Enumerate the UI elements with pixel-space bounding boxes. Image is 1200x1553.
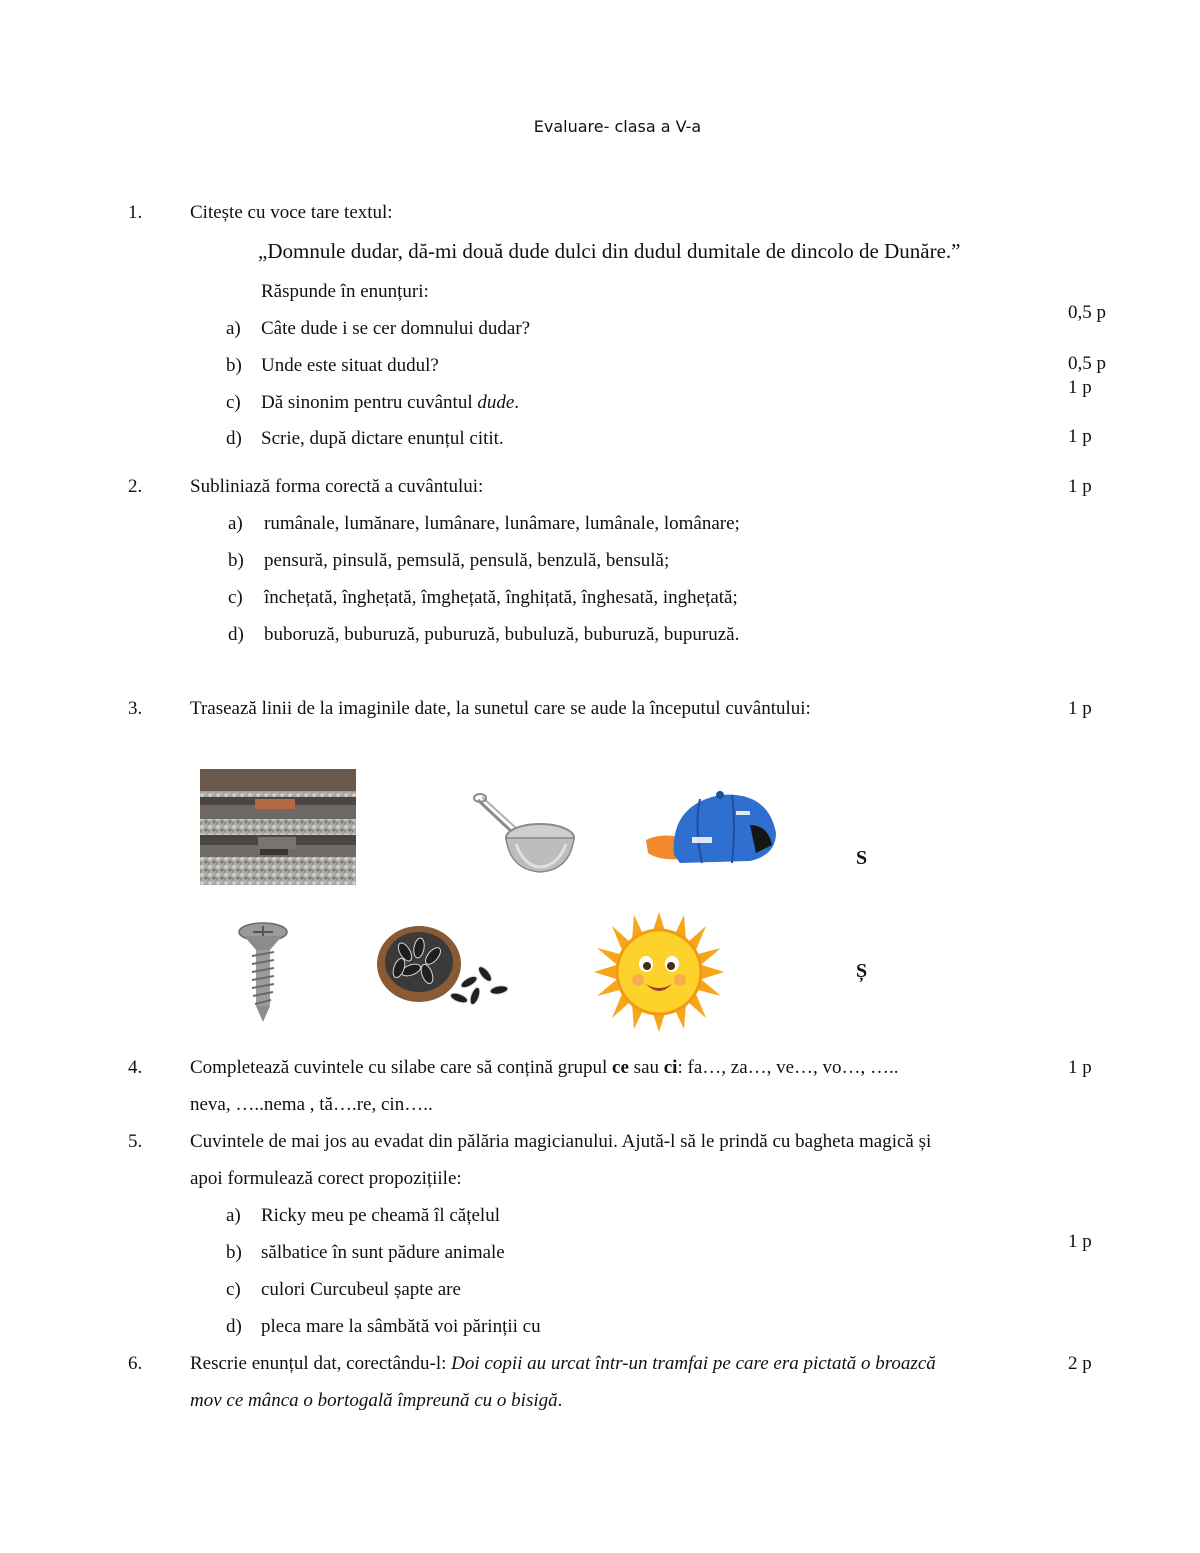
q1-item-c-text: Dă sinonim pentru cuvântul dude. xyxy=(261,392,520,413)
q5-item-b-text: sălbatice în sunt pădure animale xyxy=(261,1242,505,1263)
page-title: Evaluare- clasa a V-a xyxy=(533,117,702,136)
q1-item-a-letter: a) xyxy=(226,318,241,339)
cap-image xyxy=(640,785,782,875)
q1-item-a-points: 0,5 p xyxy=(1068,302,1106,323)
q6-text-line1: Rescrie enunțul dat, corectându-l: Doi copii au urcat într-un tramfai pe care era pictată o broazcă xyxy=(190,1353,936,1374)
q1-item-d-points: 1 p xyxy=(1068,426,1092,447)
q5-item-b-letter: b) xyxy=(226,1242,242,1263)
q1-item-d-text: Scrie, după dictare enunțul citit. xyxy=(261,428,504,449)
q2-item-c-text: închețată, înghețată, îmghețată, înghițată, înghesată, inghețată; xyxy=(264,587,738,608)
letter-s: S xyxy=(856,847,868,869)
q6-text-line2: mov ce mânca o bortogală împreună cu o bisigă. xyxy=(190,1390,563,1411)
q6-number: 6. xyxy=(128,1353,143,1374)
railway-track-image xyxy=(200,769,356,885)
q1-item-c-points: 1 p xyxy=(1068,377,1092,398)
q1-item-b-points: 0,5 p xyxy=(1068,353,1106,374)
q1-item-b-text: Unde este situat dudul? xyxy=(261,355,439,376)
q5-item-d-letter: d) xyxy=(226,1316,242,1337)
sieve-image xyxy=(470,770,586,890)
q2-number: 2. xyxy=(128,476,143,497)
q5-item-c-letter: c) xyxy=(226,1279,241,1300)
q4-number: 4. xyxy=(128,1057,143,1078)
q2-item-a-text: rumânale, lumănare, lumânare, lunâmare, lumânale, lomânare; xyxy=(264,513,740,534)
q1-instruction: Răspunde în enunțuri: xyxy=(261,281,429,302)
q2-item-d-letter: d) xyxy=(228,624,244,645)
q2-item-a-letter: a) xyxy=(228,513,243,534)
q6-points: 2 p xyxy=(1068,1353,1092,1374)
q3-points: 1 p xyxy=(1068,698,1092,719)
q1-item-a-text: Câte dude i se cer domnului dudar? xyxy=(261,318,531,339)
q2-item-b-letter: b) xyxy=(228,550,244,571)
q1-item-c-letter: c) xyxy=(226,392,241,413)
q2-item-c-letter: c) xyxy=(228,587,243,608)
q1-item-d-letter: d) xyxy=(226,428,242,449)
q5-item-a-text: Ricky meu pe cheamă îl cățelul xyxy=(261,1205,500,1226)
q2-text: Subliniază forma corectă a cuvântului: xyxy=(190,476,484,497)
q5-points: 1 p xyxy=(1068,1231,1092,1252)
q3-text: Trasează linii de la imaginile date, la sunetul care se aude la începutul cuvântului: xyxy=(190,698,811,719)
q5-item-d-text: pleca mare la sâmbătă voi părinții cu xyxy=(261,1316,541,1337)
q1-item-b-letter: b) xyxy=(226,355,242,376)
q4-text-line2: neva, …..nema , tă….re, cin….. xyxy=(190,1094,433,1115)
q4-text: Completează cuvintele cu silabe care să conțină grupul ce sau ci: fa…, za…, ve…, vo…, ….. xyxy=(190,1057,899,1078)
q1-quote: „Domnule dudar, dă-mi două dude dulci din dudul dumitale de dincolo de Dunăre.” xyxy=(258,239,961,263)
q5-text-line2: apoi formulează corect propozițiile: xyxy=(190,1168,462,1189)
q5-text-line1: Cuvintele de mai jos au evadat din pălăria magicianului. Ajută-l să le prindă cu bagheta magică și xyxy=(190,1131,932,1152)
q5-number: 5. xyxy=(128,1131,143,1152)
q2-points: 1 p xyxy=(1068,476,1092,497)
sun-image xyxy=(594,912,724,1032)
q1-text: Citește cu voce tare textul: xyxy=(190,202,393,223)
q2-item-d-text: buboruză, buburuză, puburuză, bubuluză, buburuză, bupuruză. xyxy=(264,624,740,645)
letter-sh: Ș xyxy=(856,960,868,982)
q2-item-b-text: pensură, pinsulă, pemsulă, pensulă, benzulă, bensulă; xyxy=(264,550,670,571)
sunflower-seeds-image xyxy=(375,912,515,1012)
q5-item-c-text: culori Curcubeul șapte are xyxy=(261,1279,461,1300)
q5-item-a-letter: a) xyxy=(226,1205,241,1226)
q4-points: 1 p xyxy=(1068,1057,1092,1078)
q3-number: 3. xyxy=(128,698,143,719)
screw-image xyxy=(236,920,290,1024)
q1-number: 1. xyxy=(128,202,143,223)
